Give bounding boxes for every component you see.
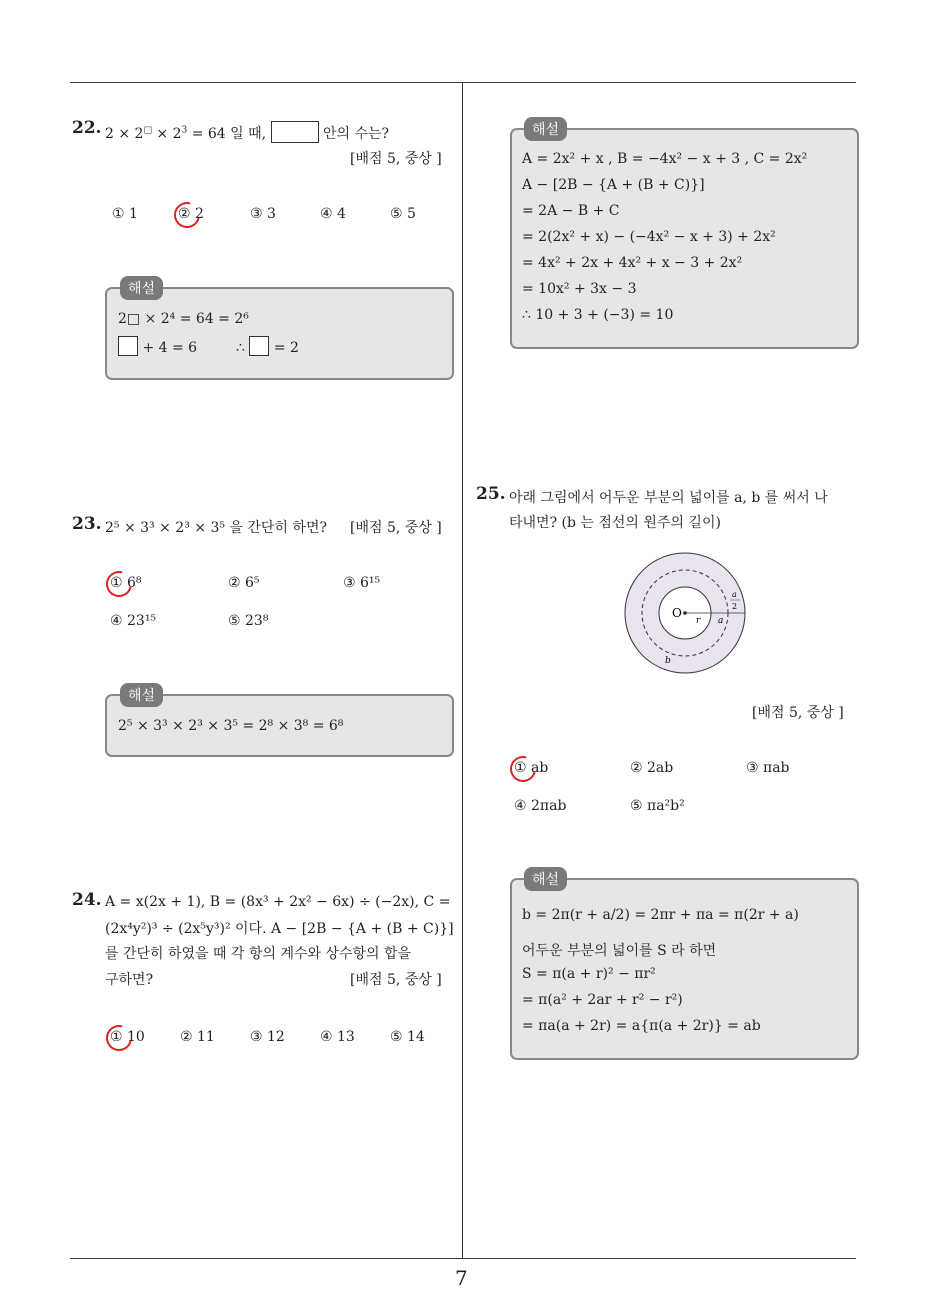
q24-choice-5[interactable]: ⑤ 14	[390, 1029, 425, 1045]
q24-solution-line-1: A = 2x² + x , B = −4x² − x + 3 , C = 2x²	[522, 151, 808, 167]
q23-answer-mark	[101, 566, 137, 602]
q23-choice-2[interactable]: ② 6⁵	[228, 575, 260, 591]
q25-score: [배점 5, 중상 ]	[752, 705, 844, 721]
q24-choice-2[interactable]: ② 11	[180, 1029, 215, 1045]
q22-choice-5[interactable]: ⑤ 5	[390, 206, 416, 222]
q22-square-1	[118, 336, 138, 356]
q25-choice-4[interactable]: ④ 2πab	[514, 798, 567, 814]
q22-text-a: 2 × 2	[105, 126, 144, 142]
q22-score: [배점 5, 중상 ]	[350, 151, 442, 167]
fig-label-two: 2	[732, 602, 738, 611]
q23-choice-3[interactable]: ③ 6¹⁵	[343, 575, 381, 591]
page-number: 7	[455, 1266, 468, 1290]
q25-number: 25.	[476, 484, 506, 504]
q24-solution-line-6: = 10x² + 3x − 3	[522, 281, 637, 297]
q22-text-c: = 64 일 때,	[187, 126, 267, 142]
q23-score: [배점 5, 중상 ]	[350, 520, 442, 536]
q25-choice-2[interactable]: ② 2ab	[630, 760, 674, 776]
q22-answer-mark	[169, 197, 205, 233]
q24-choice-1[interactable]: ① 10	[110, 1029, 145, 1045]
q22-solution-line-2	[118, 336, 299, 356]
q25-choice-3[interactable]: ③ πab	[746, 760, 790, 776]
q22-text-d: 안의 수는?	[318, 126, 390, 142]
q23-number: 23.	[72, 514, 102, 534]
q23-choice-1[interactable]: ① 6⁸	[110, 575, 142, 591]
q22-blank-box	[271, 121, 319, 143]
top-rule	[70, 82, 856, 83]
fig-label-a-half: a	[732, 590, 737, 599]
q25-solution-line-5: = πa(a + 2r) = a{π(a + 2r)} = ab	[522, 1018, 761, 1034]
q22-square-2	[249, 336, 269, 356]
q25-solution-line-1: b = 2π(r + a/2) = 2πr + πa = π(2r + a)	[522, 907, 799, 923]
q22-solution-tag: 해설	[120, 276, 163, 300]
q22-number: 22.	[72, 118, 102, 138]
q24-number: 24.	[72, 890, 102, 910]
q24-solution-tag: 해설	[524, 117, 567, 141]
q22-sol2b: ∴	[236, 340, 245, 356]
q24-solution-line-4: = 2(2x² + x) − (−4x² − x + 3) + 2x²	[522, 229, 776, 245]
q24-answer-mark	[101, 1020, 137, 1056]
q24-line-1: A = x(2x + 1), B = (8x³ + 2x² − 6x) ÷ (−2x), C =	[105, 894, 451, 910]
q24-solution-line-2: A − [2B − {A + (B + C)}]	[522, 177, 705, 193]
q22-choice-1[interactable]: ① 1	[112, 206, 138, 222]
q25-annulus-figure	[620, 550, 750, 680]
q22-choice-3[interactable]: ③ 3	[250, 206, 276, 222]
q25-choice-5[interactable]: ⑤ πa²b²	[630, 798, 685, 814]
column-divider	[462, 82, 463, 1258]
q23-choice-4[interactable]: ④ 23¹⁵	[110, 613, 157, 629]
q22-question: $2 \times 2^□ \times 2^3 = 64$ 일 때, 안의 수는?	[105, 121, 389, 143]
q23-choice-5[interactable]: ⑤ 23⁸	[228, 613, 269, 629]
q22-sol2a: + 4 = 6	[142, 340, 198, 356]
q23-solution-tag: 해설	[120, 683, 163, 707]
q24-solution-line-7: ∴ 10 + 3 + (−3) = 10	[522, 307, 674, 323]
q22-text-b: × 2	[151, 126, 182, 142]
q23-solution-line-1: 2⁵ × 3³ × 2³ × 3⁵ = 2⁸ × 3⁸ = 6⁸	[118, 718, 344, 734]
q22-sol2c: = 2	[273, 340, 299, 356]
q25-answer-mark	[505, 751, 541, 787]
q24-line-4: 구하면?	[105, 972, 154, 988]
fig-label-b: b	[665, 656, 671, 666]
q22-choice-4[interactable]: ④ 4	[320, 206, 346, 222]
q24-solution-line-3: = 2A − B + C	[522, 203, 620, 219]
q25-solution-line-4: = π(a² + 2ar + r² − r²)	[522, 992, 683, 1008]
q24-score: [배점 5, 중상 ]	[350, 972, 442, 988]
q24-solution-line-5: = 4x² + 2x + 4x² + x − 3 + 2x²	[522, 255, 743, 271]
q25-solution-line-3: S = π(a + r)² − πr²	[522, 966, 656, 982]
q25-line-2: 타내면? (b 는 점선의 원주의 길이)	[509, 515, 721, 531]
q25-solution-line-2: 어두운 부분의 넓이를 S 라 하면	[522, 943, 717, 959]
q24-line-3: 를 간단히 하였을 때 각 항의 계수와 상수항의 합을	[105, 946, 412, 962]
q22-solution-box	[105, 287, 454, 380]
q22-solution-line-1: 2□ × 2⁴ = 64 = 2⁶	[118, 311, 249, 327]
q24-choice-3[interactable]: ③ 12	[250, 1029, 285, 1045]
q24-line-2: (2x⁴y²)³ ÷ (2x⁵y³)² 이다. A − [2B − {A + (B + C)}]	[105, 921, 454, 937]
q25-solution-tag: 해설	[524, 867, 567, 891]
q23-question: 2⁵ × 3³ × 2³ × 3⁵ 을 간단히 하면?	[105, 520, 327, 536]
fig-label-o: O	[672, 606, 682, 620]
q22-choice-2[interactable]: ② 2	[178, 206, 204, 222]
q25-choice-1[interactable]: ① ab	[514, 760, 549, 776]
fig-label-a: a	[718, 616, 724, 626]
q24-choice-4[interactable]: ④ 13	[320, 1029, 355, 1045]
fig-label-r: r	[696, 616, 701, 626]
q25-line-1: 아래 그림에서 어두운 부분의 넓이를 a, b 를 써서 나	[509, 490, 828, 506]
bottom-rule	[70, 1258, 856, 1259]
